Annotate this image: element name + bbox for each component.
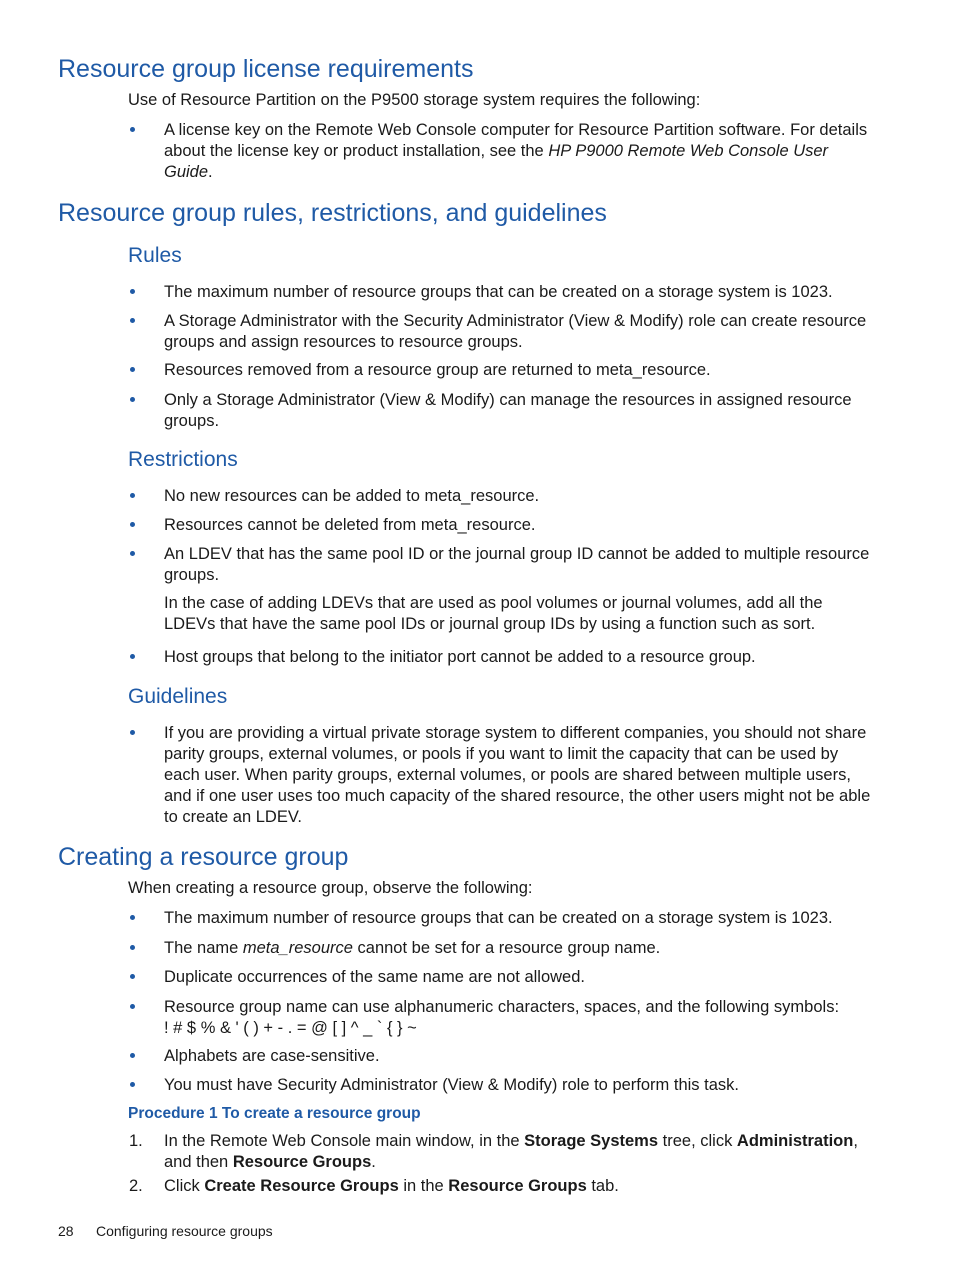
- restriction-note: In the case of adding LDEVs that are used as pool volumes or journal volumes, add all the LDEVs that have the same pool IDs or journal group IDs by using a function such as sort.: [164, 594, 823, 633]
- bullet-icon: [130, 1004, 135, 1009]
- bullet-icon: [130, 522, 135, 527]
- step-number: 2.: [129, 1177, 143, 1195]
- license-intro: Use of Resource Partition on the P9500 storage system requires the following:: [128, 91, 701, 109]
- creating-intro: When creating a resource group, observe the following:: [128, 879, 533, 897]
- creating-text: The name meta_resource cannot be set for a resource group name.: [164, 939, 661, 957]
- heading-restrictions: Restrictions: [128, 448, 238, 471]
- rule-text: A Storage Administrator with the Security Administrator (View & Modify) role can create resource groups and assign resources to resource groups.: [164, 312, 867, 351]
- guideline-text: If you are providing a virtual private storage system to different companies, you should not share parity groups, external volumes, or pools if you want to limit the capacity that can be used by each user. When parity groups, external volumes, or pools are shared between multiple users, and if one user uses too much capacity of the shared resource, the other users might not be able to create an LDEV.: [164, 724, 871, 826]
- heading-rules: Rules: [128, 244, 182, 267]
- creating-text: You must have Security Administrator (View & Modify) role to perform this task.: [164, 1076, 739, 1094]
- rule-text: Only a Storage Administrator (View & Modify) can manage the resources in assigned resource groups.: [164, 391, 852, 430]
- creating-text: Duplicate occurrences of the same name are not allowed.: [164, 968, 585, 986]
- bullet-icon: [130, 551, 135, 556]
- guide-title: HP P9000 Remote Web Console User Guide: [164, 142, 829, 181]
- rule-text: The maximum number of resource groups that can be created on a storage system is 1023.: [164, 283, 833, 301]
- creating-text: Resource group name can use alphanumeric characters, spaces, and the following symbols: ! # $ % & ' ( ) + - . = @ [ ] ^ _ ` { } ~: [164, 998, 840, 1037]
- bullet-icon: [130, 367, 135, 372]
- creating-text: Alphabets are case-sensitive.: [164, 1047, 380, 1065]
- restriction-text: An LDEV that has the same pool ID or the journal group ID cannot be added to multiple resource groups.: [164, 545, 870, 584]
- restriction-text: Host groups that belong to the initiator port cannot be added to a resource group.: [164, 648, 756, 666]
- step-text: Click Create Resource Groups in the Resource Groups tab.: [164, 1177, 619, 1195]
- meta-resource-term: meta_resource: [242, 939, 353, 957]
- restriction-text: Resources cannot be deleted from meta_resource.: [164, 516, 536, 534]
- allowed-symbols: ! # $ % & ' ( ) + - . = @ [ ] ^ _ ` { } ~: [164, 1019, 417, 1037]
- heading-guidelines: Guidelines: [128, 685, 228, 708]
- footer-chapter-title: Configuring resource groups: [96, 1223, 273, 1239]
- bullet-icon: [130, 289, 135, 294]
- bullet-icon: [130, 1053, 135, 1058]
- heading-creating-resource-group: Creating a resource group: [58, 843, 349, 871]
- page-number: 28: [58, 1223, 74, 1239]
- creating-text: The maximum number of resource groups that can be created on a storage system is 1023.: [164, 909, 833, 927]
- bullet-icon: [130, 654, 135, 659]
- bullet-icon: [130, 127, 135, 132]
- step-number: 1.: [129, 1132, 143, 1150]
- bullet-icon: [130, 318, 135, 323]
- bullet-icon: [130, 945, 135, 950]
- procedure-title: Procedure 1 To create a resource group: [128, 1105, 421, 1122]
- bullet-icon: [130, 1082, 135, 1087]
- bullet-icon: [130, 397, 135, 402]
- bullet-icon: [130, 974, 135, 979]
- rule-text: Resources removed from a resource group are returned to meta_resource.: [164, 361, 711, 379]
- heading-license-requirements: Resource group license requirements: [58, 55, 474, 83]
- bullet-icon: [130, 730, 135, 735]
- bullet-icon: [130, 915, 135, 920]
- license-bullet-text: A license key on the Remote Web Console computer for Resource Partition software. For details about the license key or product installation, see the HP P9000 Remote Web Console User Guide.: [164, 121, 868, 181]
- step-text: In the Remote Web Console main window, in the Storage Systems tree, click Administration, and then Resource Groups.: [164, 1132, 858, 1171]
- restriction-text: No new resources can be added to meta_resource.: [164, 487, 540, 505]
- heading-rules-restrictions-guidelines: Resource group rules, restrictions, and guidelines: [58, 199, 607, 227]
- bullet-icon: [130, 493, 135, 498]
